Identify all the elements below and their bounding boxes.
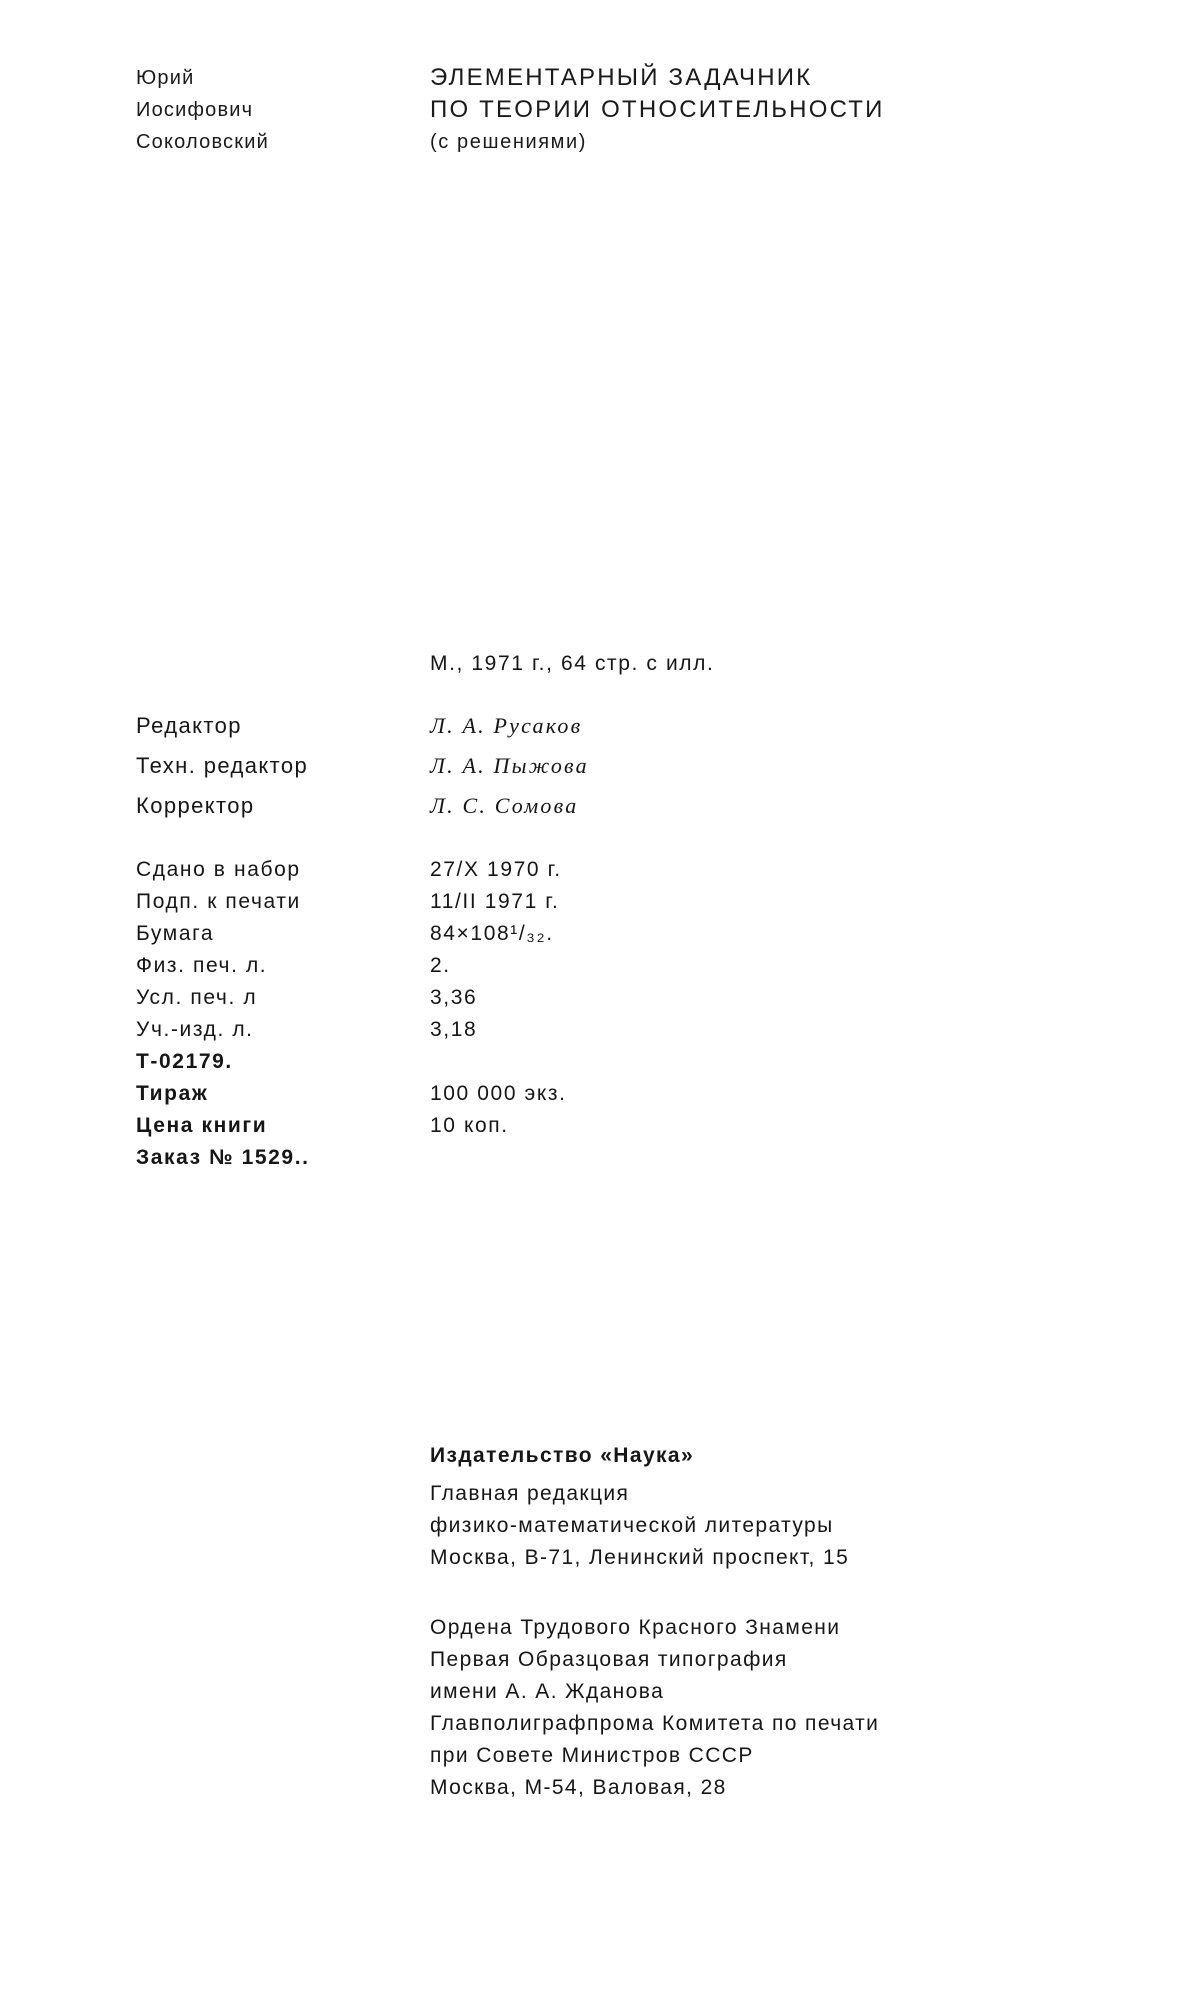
publisher-name: Издательство «Наука» bbox=[430, 1444, 695, 1467]
publisher-line bbox=[0, 1510, 1200, 1542]
spec-row bbox=[0, 886, 1200, 918]
book-title-line-1: ЭЛЕМЕНТАРНЫЙ ЗАДАЧНИК bbox=[430, 64, 813, 91]
printer-address: Москва, М-54, Валовая, 28 bbox=[430, 1776, 727, 1799]
spec-value: 3,18 bbox=[430, 1018, 478, 1041]
staff-role: Корректор bbox=[136, 793, 255, 818]
staff-row bbox=[0, 790, 1200, 822]
spec-value: 84×108¹/₃₂. bbox=[430, 922, 554, 945]
printer-line bbox=[0, 1676, 1200, 1708]
header-line-2 bbox=[0, 94, 1200, 126]
spec-row bbox=[0, 982, 1200, 1014]
printer-line bbox=[0, 1612, 1200, 1644]
spec-label: Подп. к печати bbox=[136, 890, 301, 913]
spec-label: Усл. печ. л bbox=[136, 986, 258, 1009]
spec-row bbox=[0, 918, 1200, 950]
book-subtitle: (с решениями) bbox=[430, 131, 588, 153]
printer-text: имени А. А. Жданова bbox=[430, 1680, 665, 1703]
publisher-line bbox=[0, 1478, 1200, 1510]
printer-line bbox=[0, 1708, 1200, 1740]
publisher-text: физико-математической литературы bbox=[430, 1514, 834, 1537]
spec-value: 10 коп. bbox=[430, 1114, 509, 1137]
staff-name: Л. А. Пыжова bbox=[430, 753, 589, 778]
staff-name: Л. А. Русаков bbox=[430, 713, 583, 738]
spec-row bbox=[0, 854, 1200, 886]
spec-label: Заказ № 1529.. bbox=[136, 1146, 310, 1169]
spec-value: 11/II 1971 г. bbox=[430, 890, 560, 913]
spec-row bbox=[0, 1078, 1200, 1110]
printer-line bbox=[0, 1740, 1200, 1772]
publication-info-row bbox=[0, 648, 1200, 680]
publisher-text: Главная редакция bbox=[430, 1482, 630, 1505]
printer-line bbox=[0, 1772, 1200, 1804]
author-patronymic: Иосифович bbox=[136, 99, 254, 121]
spec-row bbox=[0, 1014, 1200, 1046]
spec-value: 27/X 1970 г. bbox=[430, 858, 562, 881]
printer-line bbox=[0, 1644, 1200, 1676]
staff-row bbox=[0, 710, 1200, 742]
spec-label: Сдано в набор bbox=[136, 858, 301, 881]
spec-label: Уч.-изд. л. bbox=[136, 1018, 254, 1041]
staff-role: Техн. редактор bbox=[136, 753, 309, 778]
spec-value: 3,36 bbox=[430, 986, 478, 1009]
printer-text: Ордена Трудового Красного Знамени bbox=[430, 1616, 841, 1639]
spec-label: Физ. печ. л. bbox=[136, 954, 268, 977]
publisher-address: Москва, В-71, Ленинский проспект, 15 bbox=[430, 1546, 850, 1569]
spec-row bbox=[0, 1046, 1200, 1078]
author-first-name: Юрий bbox=[136, 67, 195, 89]
printer-text: Главполиграфпрома Комитета по печати bbox=[430, 1712, 880, 1735]
spec-label: Бумага bbox=[136, 922, 215, 945]
publisher-line bbox=[0, 1440, 1200, 1472]
spec-label: Цена книги bbox=[136, 1114, 268, 1137]
spec-label: Т-02179. bbox=[136, 1050, 233, 1073]
book-title-line-2: ПО ТЕОРИИ ОТНОСИТЕЛЬНОСТИ bbox=[430, 96, 885, 123]
staff-row bbox=[0, 750, 1200, 782]
header-line-1 bbox=[0, 62, 1200, 94]
staff-name: Л. С. Сомова bbox=[430, 793, 579, 818]
spec-value: 2. bbox=[430, 954, 451, 977]
spec-row bbox=[0, 950, 1200, 982]
header-line-3 bbox=[0, 126, 1200, 158]
author-last-name: Соколовский bbox=[136, 131, 269, 153]
publisher-line bbox=[0, 1542, 1200, 1574]
spec-value: 100 000 экз. bbox=[430, 1082, 567, 1105]
spec-row bbox=[0, 1110, 1200, 1142]
printer-text: Первая Образцовая типография bbox=[430, 1648, 788, 1671]
spec-row bbox=[0, 1142, 1200, 1174]
publication-info: М., 1971 г., 64 стр. с илл. bbox=[430, 652, 715, 675]
spec-label: Тираж bbox=[136, 1082, 209, 1105]
staff-role: Редактор bbox=[136, 713, 242, 738]
printer-text: при Совете Министров СССР bbox=[430, 1744, 754, 1767]
